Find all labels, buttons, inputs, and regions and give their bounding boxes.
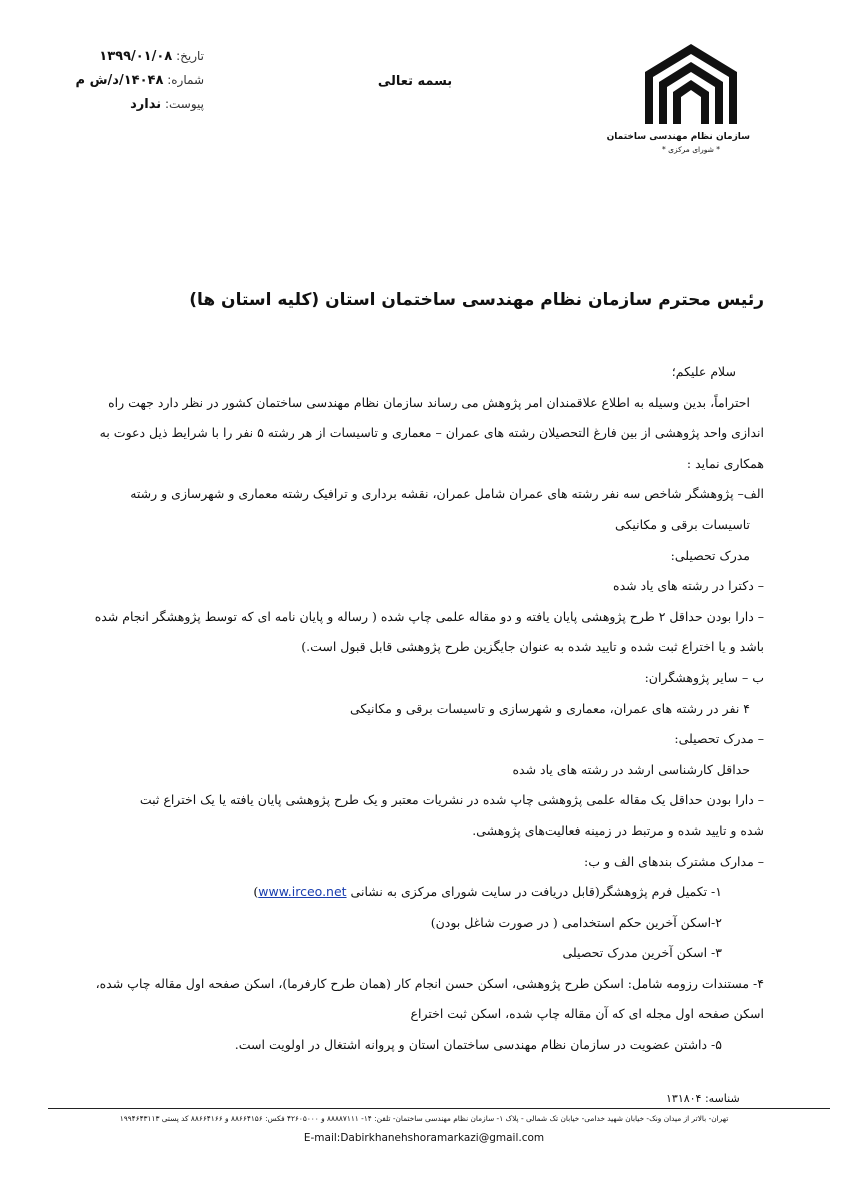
common-doc-item-text: ۱- تکمیل فرم پژوهشگر(قابل دریافت در سایت شورای مرکزی به نشانی <box>350 884 722 900</box>
document-identifier: شناسه: ۱۳۱۸۰۴ <box>666 1092 740 1105</box>
common-doc-item: ۴- مستندات رزومه شامل: اسکن طرح پژوهشی، اسکن حسن انجام کار (همان طرح کارفرما)، اسکن صفحه اول مقاله چاپ شده، <box>95 975 764 991</box>
section-b-line: ۴ نفر در رشته های عمران، معماری و شهرسازی و تاسیسات برقی و مکانیکی <box>349 700 750 716</box>
organization-logo <box>606 40 750 180</box>
common-doc-item: ۳- اسکن آخرین مدرک تحصیلی <box>562 945 722 961</box>
section-a-line: الف– پژوهشگر شاخص سه نفر رشته های عمران شامل عمران، نقشه برداری و ترافیک رشته معماری و شهرسازی و رشته <box>130 486 764 502</box>
attachment-row <box>24 92 204 116</box>
footer-address: تهران- بالاتر از میدان ونک- خیابان شهید خدامی- خیابان تک شمالی - پلاک ۱- سازمان نظام مهندسی ساختمان- تلفن: ۱۴- ۸۸۸۸۷۱۱۱ و ۴۲۶۰۵۰۰۰ فکس: ۸۸۶۶۴۱۵۶ و ۸۸۶۶۴۱۶۶ کد پستی ۱۹۹۴۶۴۳۱۱۳ <box>119 1114 729 1123</box>
date-label: تاریخ: <box>176 49 204 63</box>
common-doc-item <box>64 877 764 908</box>
number-row <box>24 68 204 92</box>
section-a-doc-item: – دکترا در رشته های یاد شده <box>613 578 764 594</box>
section-a-docs-title: مدرک تحصیلی: <box>670 547 750 563</box>
section-a-doc-item: باشد و یا اختراع ثبت شده و تایید شده به عنوان جایگزین طرح پژوهشی قابل قبول است.) <box>301 639 764 655</box>
building-logo-icon <box>641 40 741 130</box>
common-doc-item: ۵- داشتن عضویت در سازمان نظام مهندسی ساختمان استان و پروانه اشتغال در اولویت است. <box>234 1037 722 1053</box>
irceo-website-link[interactable]: www.irceo.net <box>258 884 347 900</box>
letter-meta <box>24 44 204 116</box>
section-b-doc-item: شده و تایید شده و مرتبط در زمینه فعالیت‌های پژوهشی. <box>472 822 764 838</box>
attachment-label: پیوست: <box>164 97 204 111</box>
common-doc-item: اسکن صفحه اول مجله ای که آن مقاله چاپ شده، اسکن ثبت اختراع <box>410 1006 764 1022</box>
letter-body <box>64 357 764 1061</box>
paragraph-line: احتراماً، بدین وسیله به اطلاع علاقمندان امر پژوهش می رساند سازمان نظام مهندسی ساختمان کشور در نظر دارد جهت راه <box>108 394 750 410</box>
common-doc-item-close: ) <box>253 884 259 900</box>
basmala-heading: بسمه تعالی <box>377 74 453 89</box>
date-row <box>24 44 204 68</box>
date-value: ۱۳۹۹/۰۱/۰۸ <box>99 49 173 64</box>
section-b-doc-item: حداقل کارشناسی ارشد در رشته های یاد شده <box>512 761 750 777</box>
paragraph-line: اندازی واحد پژوهشی از بین فارغ التحصیلان رشته های عمران – معماری و تاسیسات از هر رشته ۵ نفر را با شرایط ذیل دعوت به <box>99 425 764 441</box>
logo-organization-name: سازمان نظام مهندسی ساختمان <box>606 132 750 142</box>
section-b-title: ب – سایر پژوهشگران: <box>644 669 764 685</box>
section-b-docs-title: – مدرک تحصیلی: <box>674 731 764 747</box>
greeting: سلام علیکم؛ <box>671 364 736 379</box>
number-value: ۱۴۰۴۸/د/ش م <box>75 73 164 88</box>
attachment-value: ندارد <box>130 97 162 112</box>
common-docs-title: – مدارک مشترک بندهای الف و ب: <box>584 853 764 869</box>
section-a-doc-item: – دارا بودن حداقل ۲ طرح پژوهشی پایان یافته و دو مقاله علمی چاپ شده ( رساله و پایان نامه ای که توسط پژوهشگر انجام شده <box>94 608 764 624</box>
section-b-doc-item: – دارا بودن حداقل یک مقاله علمی پژوهشی چاپ شده در نشریات معتبر و یک طرح پژوهشی پایان یافته یا یک اختراع ثبت <box>139 792 764 808</box>
footer-email[interactable]: E-mail:Dabirkhanehshoramarkazi@gmail.com <box>303 1132 545 1144</box>
paragraph-line: همکاری نماید : <box>686 455 764 471</box>
footer-divider <box>48 1108 830 1109</box>
logo-subtitle: * شورای مرکزی * <box>661 145 721 154</box>
recipient-title: رئیس محترم سازمان نظام مهندسی ساختمان استان (کلیه استان ها) <box>189 290 764 310</box>
common-doc-item: ۲-اسکن آخرین حکم استخدامی ( در صورت شاغل بودن) <box>430 914 722 930</box>
section-a-line: تاسیسات برقی و مکانیکی <box>615 516 750 532</box>
number-label: شماره: <box>167 73 204 87</box>
